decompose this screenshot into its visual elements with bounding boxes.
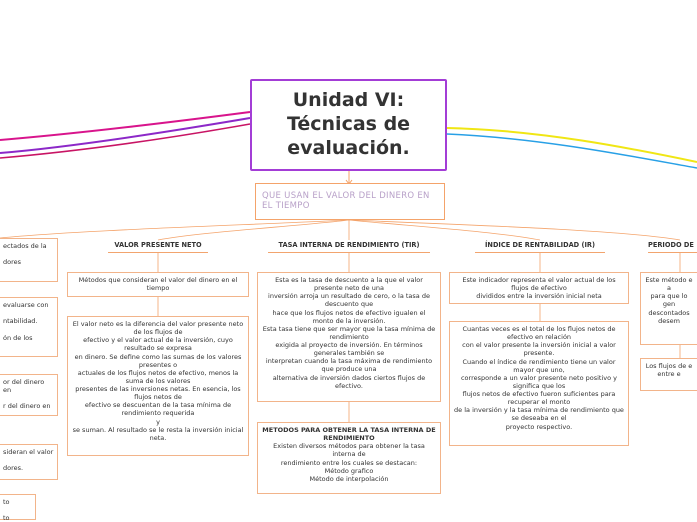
- branch-tasa-interna[interactable]: [268, 241, 430, 253]
- left-fragment-4[interactable]: [0, 444, 58, 480]
- subtopic-text: QUE USAN EL VALOR DEL DINERO EN EL TIEMPO: [262, 191, 430, 212]
- left-connector-3: [0, 124, 250, 158]
- vpn-note-2[interactable]: [67, 316, 249, 456]
- central-topic[interactable]: [250, 79, 447, 171]
- periodo-note-1[interactable]: [640, 272, 697, 345]
- right-connector-1: [447, 128, 697, 162]
- left-fragment-2[interactable]: [0, 297, 58, 357]
- sub-to-vpn: [158, 220, 349, 240]
- note-text: Los flujos de e entre e: [645, 362, 693, 379]
- branch-label: VALOR PRESENTE NETO: [114, 241, 202, 249]
- branch-valor-presente-neto[interactable]: [108, 241, 208, 253]
- note-text: Esta es la tasa de descuento a la que el valor presente neto de una inversión arroja un resultado de cero, o la tasa de descuento que hace que los flujos netos de efectivo igualen el monto de la inversión. Esta tasa tiene que ser mayor que la tasa mínima de rendimiento exigida al proyecto de inversión. En términos generales también se interpretan cuando la tasa máxima de rendimiento que produce una alternativa de inversión dados ciertos flujos de efectivo.: [262, 276, 436, 390]
- tir-note-1[interactable]: [257, 272, 441, 402]
- sub-to-periodo: [349, 220, 680, 240]
- note-text: Este indicador representa el valor actual de los flujos de efectivo divididos entre la inversión inicial neta: [462, 276, 616, 301]
- note-text: Este método e a para que lo gen descontados desem: [645, 276, 693, 325]
- subtopic-node[interactable]: [255, 183, 445, 220]
- periodo-note-2[interactable]: [640, 358, 697, 391]
- branch-label: PERIODO DE: [648, 241, 694, 249]
- methods-heading: METODOS PARA OBTENER LA TASA INTERNA DE RENDIMIENTO: [262, 426, 436, 443]
- left-fragment-3[interactable]: [0, 374, 58, 416]
- ir-note-1[interactable]: [449, 272, 629, 304]
- left-connector-1: [0, 112, 250, 140]
- tir-methods-note[interactable]: [257, 422, 441, 494]
- vpn-note-1[interactable]: [67, 272, 249, 297]
- fragment-text: sideran el valor dores.: [3, 448, 54, 473]
- branch-label: ÍNDICE DE RENTABILIDAD (IR): [484, 241, 596, 249]
- fragment-text: evaluarse con ntabilidad. ón de los: [3, 301, 49, 342]
- branch-label: TASA INTERNA DE RENDIMIENTO (TIR): [278, 241, 420, 249]
- note-text: El valor neto es la diferencia del valor presente neto de los flujos de efectivo y el valor actual de la inversión, cuyo resultado se expresa en dinero. Se define como las sumas de los valores presentes o actuales de los flujos netos de efectivo, menos la suma de los valores presentes de las inversiones netas. En esencia, los flujos netos de efectivo se descuentan de la tasa mínima de rendimiento requerida y se suman. Al resultado se le resta la inversión inicial neta.: [72, 320, 244, 442]
- left-connector-2: [0, 118, 250, 153]
- methods-text: Existen diversos métodos para obtener la tasa interna de rendimiento entre los cuales se destacan: Método grafico Método de interpolación: [273, 442, 425, 483]
- left-fragment-1[interactable]: [0, 238, 58, 282]
- note-text: Cuantas veces es el total de los flujos netos de efectivo en relación con el valor presente la inversión inicial a valor presente. Cuando el índice de rendimiento tiene un valor mayor que uno, corresponde a un valor presente neto positivo y significa que los flujos netos de efectivo fueron suficientes para recuperar el monto de la inversión y la tasa mínima de rendimiento que se deseaba en el proyecto respectivo.: [454, 325, 624, 431]
- left-fragment-5[interactable]: [0, 494, 36, 520]
- central-title: Unidad VI: Técnicas de evaluación.: [286, 89, 411, 159]
- note-text: Métodos que consideran el valor del dinero en el tiempo: [78, 276, 238, 293]
- branch-periodo[interactable]: [648, 241, 697, 253]
- branch-indice-rentabilidad[interactable]: [475, 241, 605, 253]
- ir-note-2[interactable]: [449, 321, 629, 446]
- fragment-text: to to: [3, 498, 10, 522]
- sub-to-ir: [349, 220, 540, 240]
- fragment-text: or del dinero en r del dinero en: [3, 378, 51, 411]
- fragment-text: ectados de la dores: [3, 242, 47, 267]
- sub-to-left: [0, 220, 349, 238]
